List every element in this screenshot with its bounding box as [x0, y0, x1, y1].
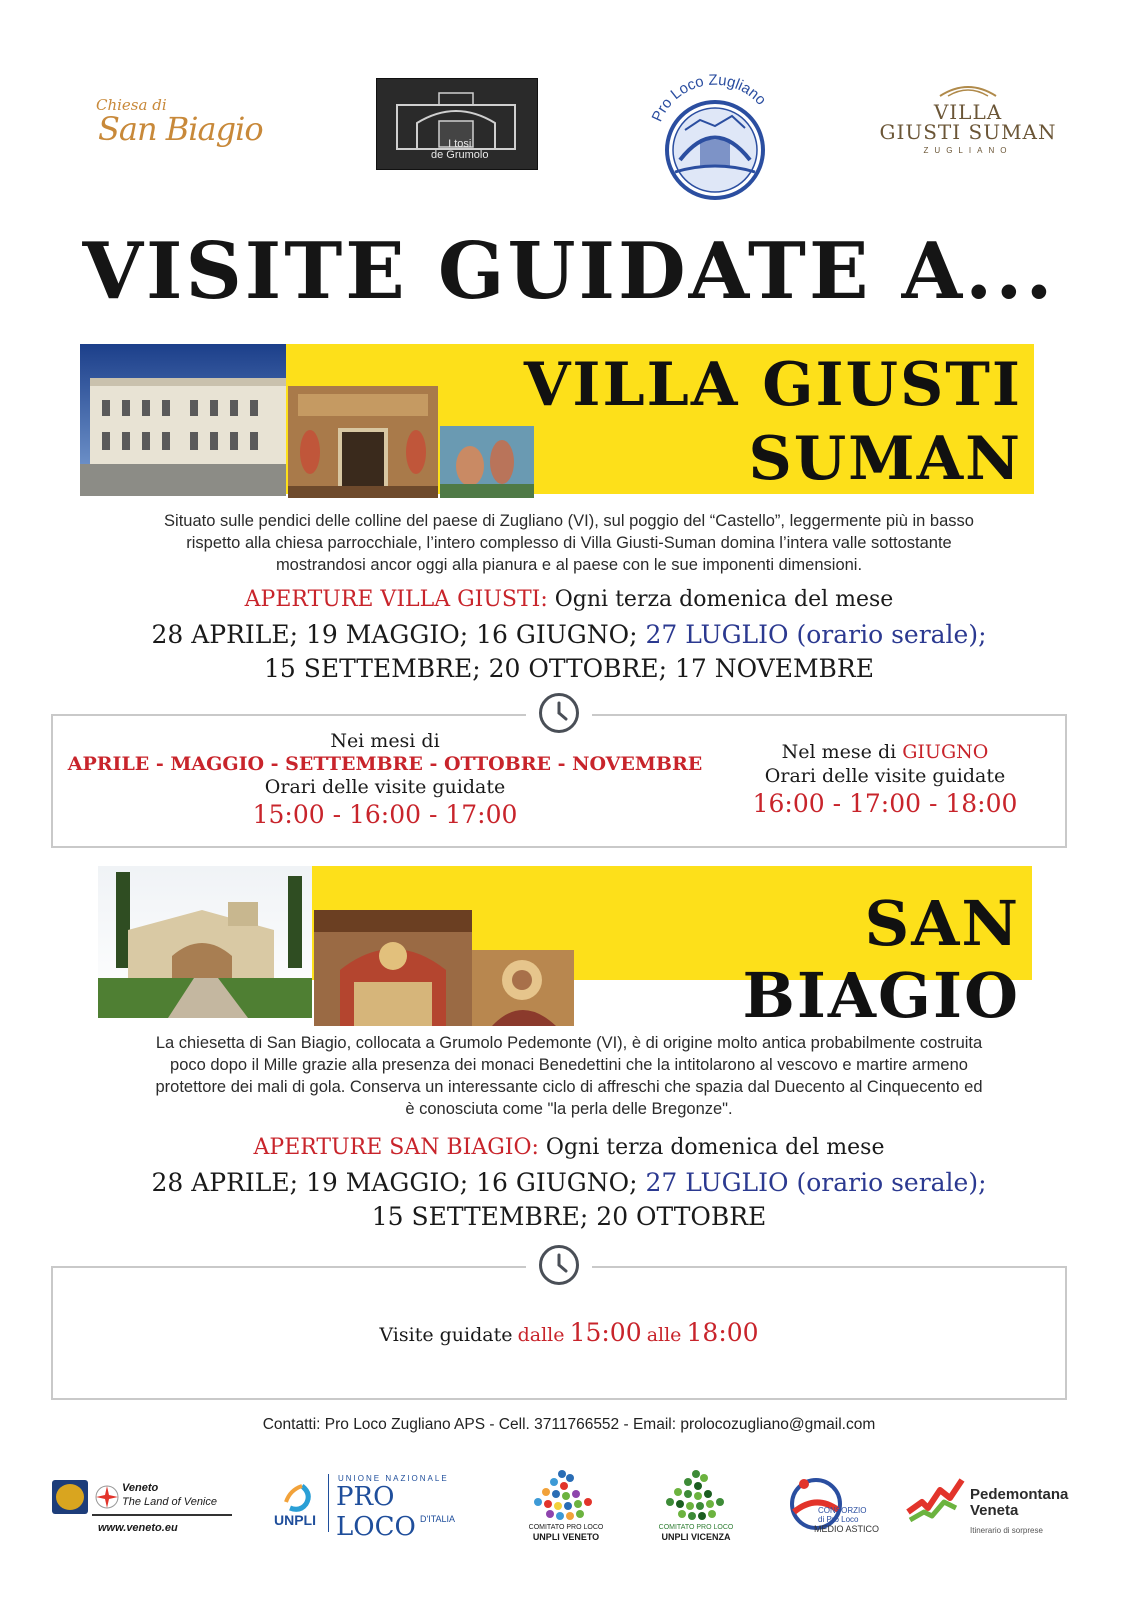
villa-hours-left [60, 730, 710, 831]
biagio-desc-line1: La chiesetta di San Biagio, collocata a Grumolo Pedemonte (VI), è di origine molto antica probabilmente costruita [155, 1034, 983, 1052]
logo-tosi-line2: de Grumolo [431, 149, 489, 161]
logo-comitato-veneto-line1: COMITATO PRO LOCO [528, 1524, 604, 1531]
logo-villa-line1: VILLA [933, 100, 1003, 124]
logo-tosi-line1: I tosi [448, 138, 472, 150]
villa-hours-left-line3: Orari delle visite guidate [264, 776, 506, 798]
villa-hours-right-line2: Orari delle visite guidate [764, 765, 1006, 787]
villa-title-line1: VILLA GIUSTI [523, 350, 1022, 420]
biagio-dates-line1a: 28 APRILE; 19 MAGGIO; 16 GIUGNO; [151, 1168, 638, 1197]
villa-hours-right-line1a: Nel mese di [781, 741, 897, 763]
logo-consorzio-medio-astico [784, 1468, 880, 1548]
biagio-dates-line2: 15 SETTEMBRE; 20 OTTOBRE [371, 1202, 767, 1231]
villa-photo-exterior [80, 344, 286, 496]
logo-villa-line3: ZUGLIANO [923, 146, 1013, 155]
villa-dates-line1a: 28 APRILE; 19 MAGGIO; 16 GIUGNO; [151, 620, 638, 649]
villa-description [60, 510, 1078, 576]
logo-san-biagio-line2: San Biagio [98, 110, 263, 148]
biagio-hours-from: dalle [517, 1324, 565, 1346]
biagio-photo-frescoes [314, 910, 472, 1026]
logo-comitato-unpli-veneto [520, 1468, 612, 1548]
clock-icon [539, 693, 579, 733]
villa-desc-line1: Situato sulle pendici delle colline del paese di Zugliano (VI), sul poggio del “Castello”, leggermente più in basso [164, 512, 974, 530]
biagio-openings [0, 1134, 1138, 1234]
logo-comitato-veneto-line2: UNPLI VENETO [532, 1532, 600, 1542]
biagio-description [60, 1032, 1078, 1120]
biagio-desc-line3: protettore dei mali di gola. Conserva un interessante ciclo di affreschi che spazia dal Duecento al Cinquecento ed [155, 1078, 983, 1096]
villa-hours-left-line1: Nei mesi di [330, 730, 440, 752]
villa-dates-line2: 15 SETTEMBRE; 20 OTTOBRE; 17 NOVEMBRE [263, 654, 875, 683]
logo-pedemontana-veneta [904, 1468, 1074, 1548]
logo-villa-giusti-suman [878, 82, 1058, 162]
biagio-photo-christ [472, 950, 574, 1026]
logo-chiesa-san-biagio [96, 96, 276, 156]
logo-comitato-vicenza-line1: COMITATO PRO LOCO [658, 1524, 734, 1531]
biagio-title: SAN BIAGIO [742, 887, 1020, 1032]
biagio-desc-line4: è conosciuta come "la perla delle Bregonze". [405, 1100, 733, 1118]
biagio-hours-start: 15:00 [569, 1318, 642, 1347]
villa-openings-text: Ogni terza domenica del mese [554, 587, 894, 612]
biagio-hours-end: 18:00 [686, 1318, 759, 1347]
logo-consorzio-line1: CONSORZIO [818, 1506, 867, 1515]
biagio-photo-church [98, 866, 312, 1018]
logo-villa-line2: GIUSTI SUMAN [879, 120, 1057, 144]
villa-desc-line2: rispetto alla chiesa parrocchiale, l’intero complesso di Villa Giusti-Suman domina l’intera valle sottostante [186, 534, 952, 552]
clock-icon [539, 1245, 579, 1285]
logo-veneto-line1: Veneto [122, 1482, 159, 1494]
logo-tosi-de-grumolo [376, 78, 538, 170]
logo-pedemontana-line3: Itinerario di sorprese [970, 1526, 1043, 1535]
logo-unpli-abbr: UNPLI [274, 1512, 316, 1528]
biagio-hours-prefix: Visite guidate [379, 1324, 513, 1346]
biagio-openings-text: Ogni terza domenica del mese [545, 1135, 885, 1160]
logo-comitato-vicenza-line2: UNPLI VICENZA [661, 1532, 731, 1542]
logo-unpli-top: UNIONE NAZIONALE [338, 1474, 449, 1483]
logo-consorzio-line2: di Pro Loco [818, 1515, 859, 1524]
page-title: VISITE GUIDATE A... [82, 226, 1056, 317]
logo-pedemontana-line1: Pedemontana [970, 1486, 1069, 1503]
logo-consorzio-line3: MEDIO ASTICO [814, 1524, 880, 1534]
villa-openings-label: APERTURE VILLA GIUSTI: [244, 587, 548, 612]
logo-san-biagio-line1: Chiesa di [96, 96, 167, 114]
logo-veneto-line2: The Land of Venice [122, 1496, 217, 1508]
villa-openings [0, 586, 1138, 686]
villa-hours-right-month: GIUGNO [902, 741, 989, 763]
biagio-hours-to: alle [646, 1324, 682, 1346]
villa-title-line2: SUMAN [748, 424, 1022, 494]
contacts-line: Contatti: Pro Loco Zugliano APS - Cell. 3711766552 - Email: prolocozugliano@gmail.com [262, 1416, 876, 1433]
biagio-openings-label: APERTURE SAN BIAGIO: [253, 1135, 539, 1160]
biagio-hours [0, 1318, 1138, 1347]
villa-desc-line3: mostrandosi ancor oggi alla pianura e al paese con le sue imponenti dimensioni. [275, 556, 863, 574]
logo-veneto-url: www.veneto.eu [98, 1522, 178, 1534]
biagio-desc-line2: poco dopo il Mille grazie alla presenza dei monaci Benedettini che la intitolarono al vescovo e martire armeno [170, 1056, 968, 1074]
logo-unpli-main: PRO LOCO [336, 1482, 416, 1542]
logo-comitato-unpli-vicenza [650, 1468, 742, 1548]
villa-hours-right-times: 16:00 - 17:00 - 18:00 [752, 789, 1018, 818]
villa-photo-frescoes [288, 386, 438, 498]
villa-hours-left-times: 15:00 - 16:00 - 17:00 [252, 800, 518, 829]
logo-pedemontana-line2: Veneta [970, 1502, 1019, 1519]
logo-proloco-arc-text: Pro Loco Zugliano [648, 71, 770, 125]
logo-pro-loco-zugliano [640, 60, 790, 200]
logo-veneto [52, 1468, 232, 1548]
biagio-dates-line1b: 27 LUGLIO (orario serale); [645, 1168, 987, 1197]
villa-dates-line1b: 27 LUGLIO (orario serale); [645, 620, 987, 649]
logo-unpli-proloco [270, 1468, 470, 1548]
villa-hours-right [720, 740, 1050, 820]
villa-hours-left-months: APRILE - MAGGIO - SETTEMBRE - OTTOBRE - NOVEMBRE [67, 753, 703, 775]
logo-unpli-sub: D'ITALIA [420, 1514, 456, 1524]
